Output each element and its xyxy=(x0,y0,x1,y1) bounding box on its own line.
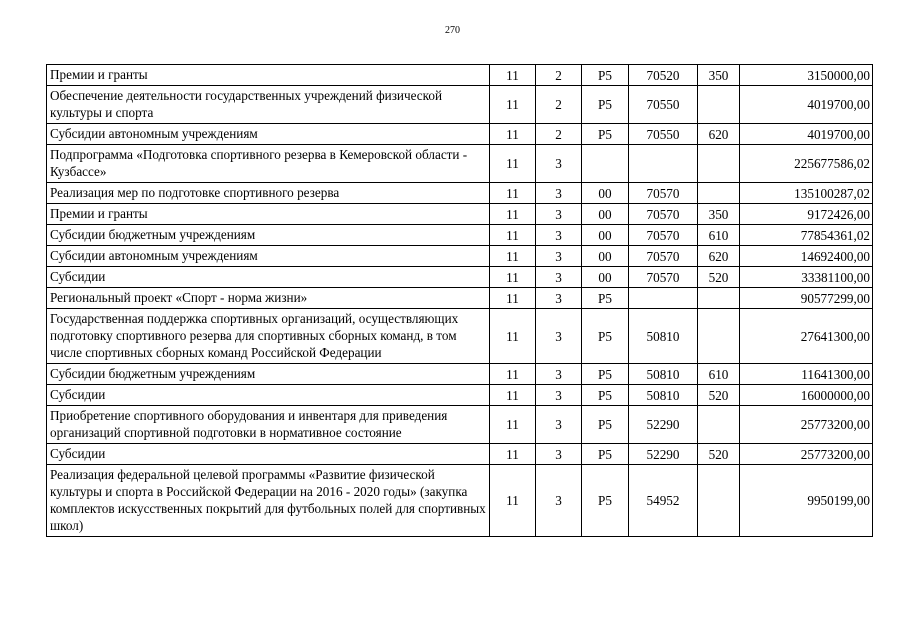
expense-type-cell: 610 xyxy=(698,225,740,246)
direction-code-cell: 50810 xyxy=(629,385,698,406)
subsection-code-cell: 3 xyxy=(536,225,582,246)
section-code-cell: 11 xyxy=(490,309,536,364)
program-code-cell: 00 xyxy=(582,225,629,246)
table-row xyxy=(47,309,873,364)
row-name-cell: Премии и гранты xyxy=(47,204,490,225)
table-row xyxy=(47,65,873,86)
expense-type-cell xyxy=(698,86,740,124)
direction-code-cell: 70550 xyxy=(629,86,698,124)
table-row xyxy=(47,406,873,444)
amount-cell: 25773200,00 xyxy=(740,444,873,465)
expense-type-cell xyxy=(698,465,740,537)
expense-type-cell: 520 xyxy=(698,385,740,406)
section-code-cell: 11 xyxy=(490,288,536,309)
row-name-cell: Субсидии бюджетным учреждениям xyxy=(47,225,490,246)
table-row xyxy=(47,444,873,465)
direction-code-cell: 54952 xyxy=(629,465,698,537)
row-name-cell: Субсидии xyxy=(47,444,490,465)
expense-type-cell xyxy=(698,145,740,183)
subsection-code-cell: 3 xyxy=(536,204,582,225)
section-code-cell: 11 xyxy=(490,465,536,537)
direction-code-cell: 70570 xyxy=(629,183,698,204)
table-row xyxy=(47,288,873,309)
subsection-code-cell: 3 xyxy=(536,267,582,288)
subsection-code-cell: 3 xyxy=(536,309,582,364)
section-code-cell: 11 xyxy=(490,267,536,288)
table-row xyxy=(47,465,873,537)
program-code-cell: P5 xyxy=(582,364,629,385)
direction-code-cell: 70570 xyxy=(629,225,698,246)
row-name-cell: Реализация федеральной целевой программы «Развитие физической культуры и спорта в Российской Федерации на 2016 - 2020 годы» (закупка комплектов искусственных покрытий для футбольных полей для спортивных школ) xyxy=(47,465,490,537)
table-row xyxy=(47,124,873,145)
table-row xyxy=(47,267,873,288)
expense-type-cell: 520 xyxy=(698,267,740,288)
row-name-cell: Субсидии xyxy=(47,385,490,406)
row-name-cell: Премии и гранты xyxy=(47,65,490,86)
subsection-code-cell: 2 xyxy=(536,65,582,86)
direction-code-cell: 70570 xyxy=(629,267,698,288)
budget-table xyxy=(46,64,873,537)
table-body xyxy=(47,65,873,537)
section-code-cell: 11 xyxy=(490,86,536,124)
amount-cell: 90577299,00 xyxy=(740,288,873,309)
amount-cell: 14692400,00 xyxy=(740,246,873,267)
subsection-code-cell: 3 xyxy=(536,183,582,204)
amount-cell: 27641300,00 xyxy=(740,309,873,364)
program-code-cell: P5 xyxy=(582,385,629,406)
expense-type-cell: 520 xyxy=(698,444,740,465)
amount-cell: 135100287,02 xyxy=(740,183,873,204)
amount-cell: 11641300,00 xyxy=(740,364,873,385)
subsection-code-cell: 3 xyxy=(536,465,582,537)
row-name-cell: Субсидии бюджетным учреждениям xyxy=(47,364,490,385)
table-row xyxy=(47,385,873,406)
expense-type-cell: 620 xyxy=(698,124,740,145)
expense-type-cell xyxy=(698,183,740,204)
page-number: 270 xyxy=(445,25,460,36)
amount-cell: 16000000,00 xyxy=(740,385,873,406)
table-row xyxy=(47,145,873,183)
direction-code-cell xyxy=(629,145,698,183)
subsection-code-cell: 3 xyxy=(536,364,582,385)
amount-cell: 9950199,00 xyxy=(740,465,873,537)
amount-cell: 225677586,02 xyxy=(740,145,873,183)
section-code-cell: 11 xyxy=(490,204,536,225)
row-name-cell: Субсидии автономным учреждениям xyxy=(47,246,490,267)
program-code-cell xyxy=(582,145,629,183)
amount-cell: 4019700,00 xyxy=(740,86,873,124)
table-row xyxy=(47,86,873,124)
direction-code-cell: 70570 xyxy=(629,204,698,225)
direction-code-cell: 50810 xyxy=(629,309,698,364)
section-code-cell: 11 xyxy=(490,406,536,444)
section-code-cell: 11 xyxy=(490,444,536,465)
row-name-cell: Региональный проект «Спорт - норма жизни» xyxy=(47,288,490,309)
amount-cell: 33381100,00 xyxy=(740,267,873,288)
program-code-cell: 00 xyxy=(582,246,629,267)
program-code-cell: P5 xyxy=(582,65,629,86)
row-name-cell: Реализация мер по подготовке спортивного резерва xyxy=(47,183,490,204)
subsection-code-cell: 3 xyxy=(536,406,582,444)
amount-cell: 25773200,00 xyxy=(740,406,873,444)
table-row xyxy=(47,204,873,225)
direction-code-cell: 70520 xyxy=(629,65,698,86)
section-code-cell: 11 xyxy=(490,145,536,183)
direction-code-cell: 70570 xyxy=(629,246,698,267)
program-code-cell: 00 xyxy=(582,204,629,225)
subsection-code-cell: 2 xyxy=(536,86,582,124)
expense-type-cell: 620 xyxy=(698,246,740,267)
expense-type-cell: 350 xyxy=(698,65,740,86)
direction-code-cell: 70550 xyxy=(629,124,698,145)
subsection-code-cell: 3 xyxy=(536,385,582,406)
row-name-cell: Субсидии xyxy=(47,267,490,288)
section-code-cell: 11 xyxy=(490,246,536,267)
row-name-cell: Государственная поддержка спортивных организаций, осуществляющих подготовку спортивного резерва для спортивных сборных команд, в том числе спортивных сборных команд Российской Федерации xyxy=(47,309,490,364)
amount-cell: 4019700,00 xyxy=(740,124,873,145)
subsection-code-cell: 3 xyxy=(536,246,582,267)
section-code-cell: 11 xyxy=(490,124,536,145)
table-row xyxy=(47,246,873,267)
table-row xyxy=(47,225,873,246)
direction-code-cell xyxy=(629,288,698,309)
program-code-cell: P5 xyxy=(582,309,629,364)
amount-cell: 9172426,00 xyxy=(740,204,873,225)
expense-type-cell xyxy=(698,288,740,309)
direction-code-cell: 52290 xyxy=(629,444,698,465)
program-code-cell: 00 xyxy=(582,267,629,288)
amount-cell: 3150000,00 xyxy=(740,65,873,86)
program-code-cell: P5 xyxy=(582,444,629,465)
section-code-cell: 11 xyxy=(490,65,536,86)
subsection-code-cell: 3 xyxy=(536,288,582,309)
table-row xyxy=(47,364,873,385)
subsection-code-cell: 3 xyxy=(536,145,582,183)
row-name-cell: Приобретение спортивного оборудования и инвентаря для приведения организаций спортивной подготовки в нормативное состояние xyxy=(47,406,490,444)
table-row xyxy=(47,183,873,204)
row-name-cell: Подпрограмма «Подготовка спортивного резерва в Кемеровской области - Кузбассе» xyxy=(47,145,490,183)
expense-type-cell xyxy=(698,406,740,444)
row-name-cell: Субсидии автономным учреждениям xyxy=(47,124,490,145)
expense-type-cell xyxy=(698,309,740,364)
program-code-cell: P5 xyxy=(582,288,629,309)
program-code-cell: P5 xyxy=(582,406,629,444)
section-code-cell: 11 xyxy=(490,385,536,406)
section-code-cell: 11 xyxy=(490,364,536,385)
program-code-cell: P5 xyxy=(582,86,629,124)
subsection-code-cell: 3 xyxy=(536,444,582,465)
row-name-cell: Обеспечение деятельности государственных учреждений физической культуры и спорта xyxy=(47,86,490,124)
program-code-cell: 00 xyxy=(582,183,629,204)
section-code-cell: 11 xyxy=(490,225,536,246)
section-code-cell: 11 xyxy=(490,183,536,204)
expense-type-cell: 350 xyxy=(698,204,740,225)
expense-type-cell: 610 xyxy=(698,364,740,385)
direction-code-cell: 50810 xyxy=(629,364,698,385)
amount-cell: 77854361,02 xyxy=(740,225,873,246)
subsection-code-cell: 2 xyxy=(536,124,582,145)
direction-code-cell: 52290 xyxy=(629,406,698,444)
program-code-cell: P5 xyxy=(582,124,629,145)
program-code-cell: P5 xyxy=(582,465,629,537)
